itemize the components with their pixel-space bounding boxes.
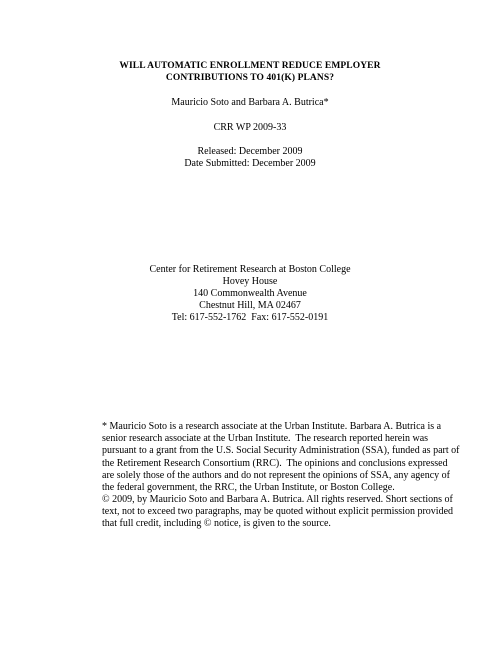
paper-dates	[0, 146, 500, 170]
paper-title-line-1: WILL AUTOMATIC ENROLLMENT REDUCE EMPLOYER	[119, 61, 381, 71]
paper-title	[0, 60, 500, 84]
author-footnote	[102, 421, 460, 494]
footnote-line: * Mauricio Soto is a research associate at the Urban Institute. Barbara A. Butrica is a	[102, 421, 442, 432]
address-city: Chestnut Hill, MA 02467	[199, 300, 301, 311]
copyright-notice	[102, 494, 454, 531]
address-contact: Tel: 617-552-1762 Fax: 617-552-0191	[171, 312, 329, 323]
copyright-line: that full credit, including © notice, is given to the source.	[102, 518, 331, 530]
paper-title-line-2: CONTRIBUTIONS TO 401(K) PLANS?	[165, 73, 335, 83]
footnote-line: the Retirement Research Consortium (RRC). The opinions and conclusions expressed	[102, 457, 448, 469]
footnote-line: the federal government, the RRC, the Urban Institute, or Boston College.	[102, 482, 395, 494]
copyright-line: text, not to exceed two paragraphs, may be quoted without explicit permission provided	[102, 506, 454, 518]
paper-authors: Mauricio Soto and Barbara A. Butrica*	[171, 97, 329, 108]
footnote-line: pursuant to a grant from the U.S. Social Security Administration (SSA), funded as part of	[102, 445, 460, 457]
copyright-line: © 2009, by Mauricio Soto and Barbara A. Butrica. All rights reserved. Short sections of	[102, 494, 453, 505]
address-building: Hovey House	[222, 276, 278, 287]
footnote-line: senior research associate at the Urban Institute. The research reported herein was	[102, 433, 429, 445]
released-date: Released: December 2009	[197, 146, 303, 157]
address-street: 140 Commonwealth Avenue	[193, 288, 307, 299]
working-paper-number: CRR WP 2009-33	[213, 122, 287, 133]
submitted-date: Date Submitted: December 2009	[184, 158, 316, 169]
footnote-line: are solely those of the authors and do not represent the opinions of SSA, any agency of	[102, 469, 450, 481]
address-org: Center for Retirement Research at Boston College	[149, 264, 351, 275]
institution-address	[0, 264, 500, 324]
